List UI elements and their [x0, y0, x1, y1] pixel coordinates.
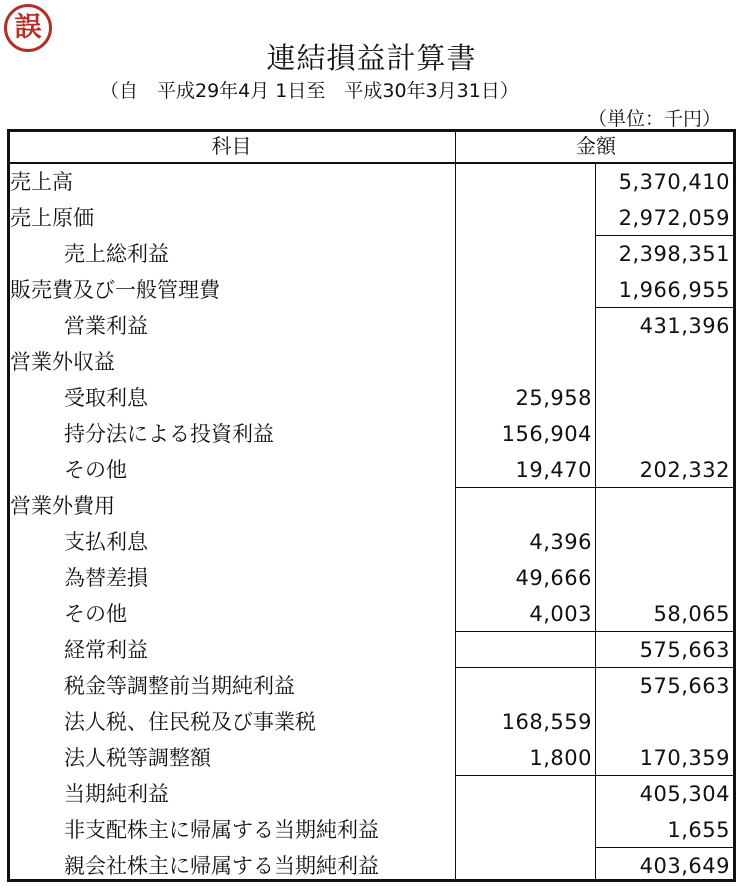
row-sub-amount: [455, 272, 592, 308]
row-label: 営業外費用: [10, 494, 115, 518]
table-row: [7, 632, 736, 668]
row-total-amount: 575,663: [639, 674, 730, 698]
row-label: 持分法による投資利益: [64, 422, 274, 446]
row-total-amount: 431,396: [639, 314, 730, 338]
table-row: [7, 596, 736, 632]
row-label: 親会社株主に帰属する当期純利益: [64, 854, 379, 878]
table-row: [7, 560, 736, 596]
row-sub-amount: [455, 200, 592, 236]
row-total-amount: [597, 416, 730, 452]
table-row: [7, 164, 736, 200]
row-sub-amount: [455, 236, 592, 272]
row-label: 受取利息: [64, 386, 148, 410]
table-row: [7, 668, 736, 704]
row-total-amount: [597, 344, 730, 380]
row-label: 為替差損: [64, 566, 148, 590]
row-total-amount: [597, 524, 730, 560]
table-row: [7, 200, 736, 236]
row-total-amount: 1,966,955: [618, 278, 730, 302]
header-amount: 金額: [576, 134, 616, 158]
row-label: 非支配株主に帰属する当期純利益: [64, 818, 379, 842]
table-row: [7, 272, 736, 308]
row-sub-amount: [455, 812, 592, 848]
table-row: [7, 308, 736, 344]
row-sub-amount: 49,666: [515, 566, 592, 590]
row-label: 売上総利益: [64, 242, 169, 266]
row-total-amount: 2,972,059: [618, 206, 730, 230]
row-total-amount: [597, 380, 730, 416]
header-item: 科目: [211, 134, 252, 158]
row-total-amount: 575,663: [639, 638, 730, 662]
row-total-amount: 202,332: [639, 458, 730, 482]
row-label: 営業外収益: [10, 350, 115, 374]
row-label: 法人税等調整額: [64, 746, 211, 770]
table-row: [7, 740, 736, 776]
row-sub-amount: [455, 308, 592, 344]
table-row: [7, 236, 736, 272]
table-row: [7, 812, 736, 848]
table-row: [7, 704, 736, 740]
row-total-amount: 58,065: [653, 602, 730, 626]
row-label: 支払利息: [64, 530, 148, 554]
row-sub-amount: [455, 668, 592, 704]
row-sub-amount: [455, 632, 592, 668]
row-total-amount: 403,649: [639, 854, 730, 878]
row-label: 当期純利益: [64, 782, 169, 806]
table-row: [7, 380, 736, 416]
row-total-amount: 1,655: [667, 818, 730, 842]
table-row: [7, 524, 736, 560]
row-sub-amount: [455, 344, 592, 380]
table-row: [7, 452, 736, 488]
row-sub-amount: 19,470: [515, 458, 592, 482]
row-label: 税金等調整前当期純利益: [64, 674, 295, 698]
error-stamp: 誤: [4, 4, 52, 52]
row-sub-amount: [455, 848, 592, 884]
row-sub-amount: 1,800: [529, 746, 592, 770]
row-label: 経常利益: [64, 638, 148, 662]
table-row: [7, 488, 736, 524]
table-row: [7, 776, 736, 812]
row-sub-amount: 4,003: [529, 602, 592, 626]
row-sub-amount: 168,559: [501, 710, 592, 734]
statement-title: 連結損益計算書: [266, 41, 477, 75]
fiscal-period: （自 平成29年4月 1日至 平成30年3月31日）: [100, 80, 519, 102]
row-total-amount: [597, 704, 730, 740]
row-sub-amount: [455, 488, 592, 524]
table-row: [7, 848, 736, 884]
unit-label: （単位：千円）: [587, 108, 721, 130]
row-sub-amount: [455, 776, 592, 812]
row-label: 売上原価: [10, 206, 94, 230]
table-row: [7, 416, 736, 452]
row-sub-amount: 156,904: [501, 422, 592, 446]
row-total-amount: 2,398,351: [618, 242, 730, 266]
row-sub-amount: 25,958: [515, 386, 592, 410]
row-total-amount: [597, 560, 730, 596]
row-label: その他: [64, 458, 127, 482]
row-label: 営業利益: [64, 314, 148, 338]
income-statement-table: [7, 129, 736, 882]
row-total-amount: 405,304: [639, 782, 730, 806]
row-label: 販売費及び一般管理費: [10, 278, 220, 302]
table-row: [7, 344, 736, 380]
row-label: 売上高: [10, 170, 73, 194]
row-sub-amount: 4,396: [529, 530, 592, 554]
row-total-amount: 170,359: [639, 746, 730, 770]
row-total-amount: 5,370,410: [618, 170, 730, 194]
row-label: 法人税、住民税及び事業税: [64, 710, 316, 734]
row-label: その他: [64, 602, 127, 626]
row-total-amount: [597, 488, 730, 524]
row-sub-amount: [455, 164, 592, 200]
